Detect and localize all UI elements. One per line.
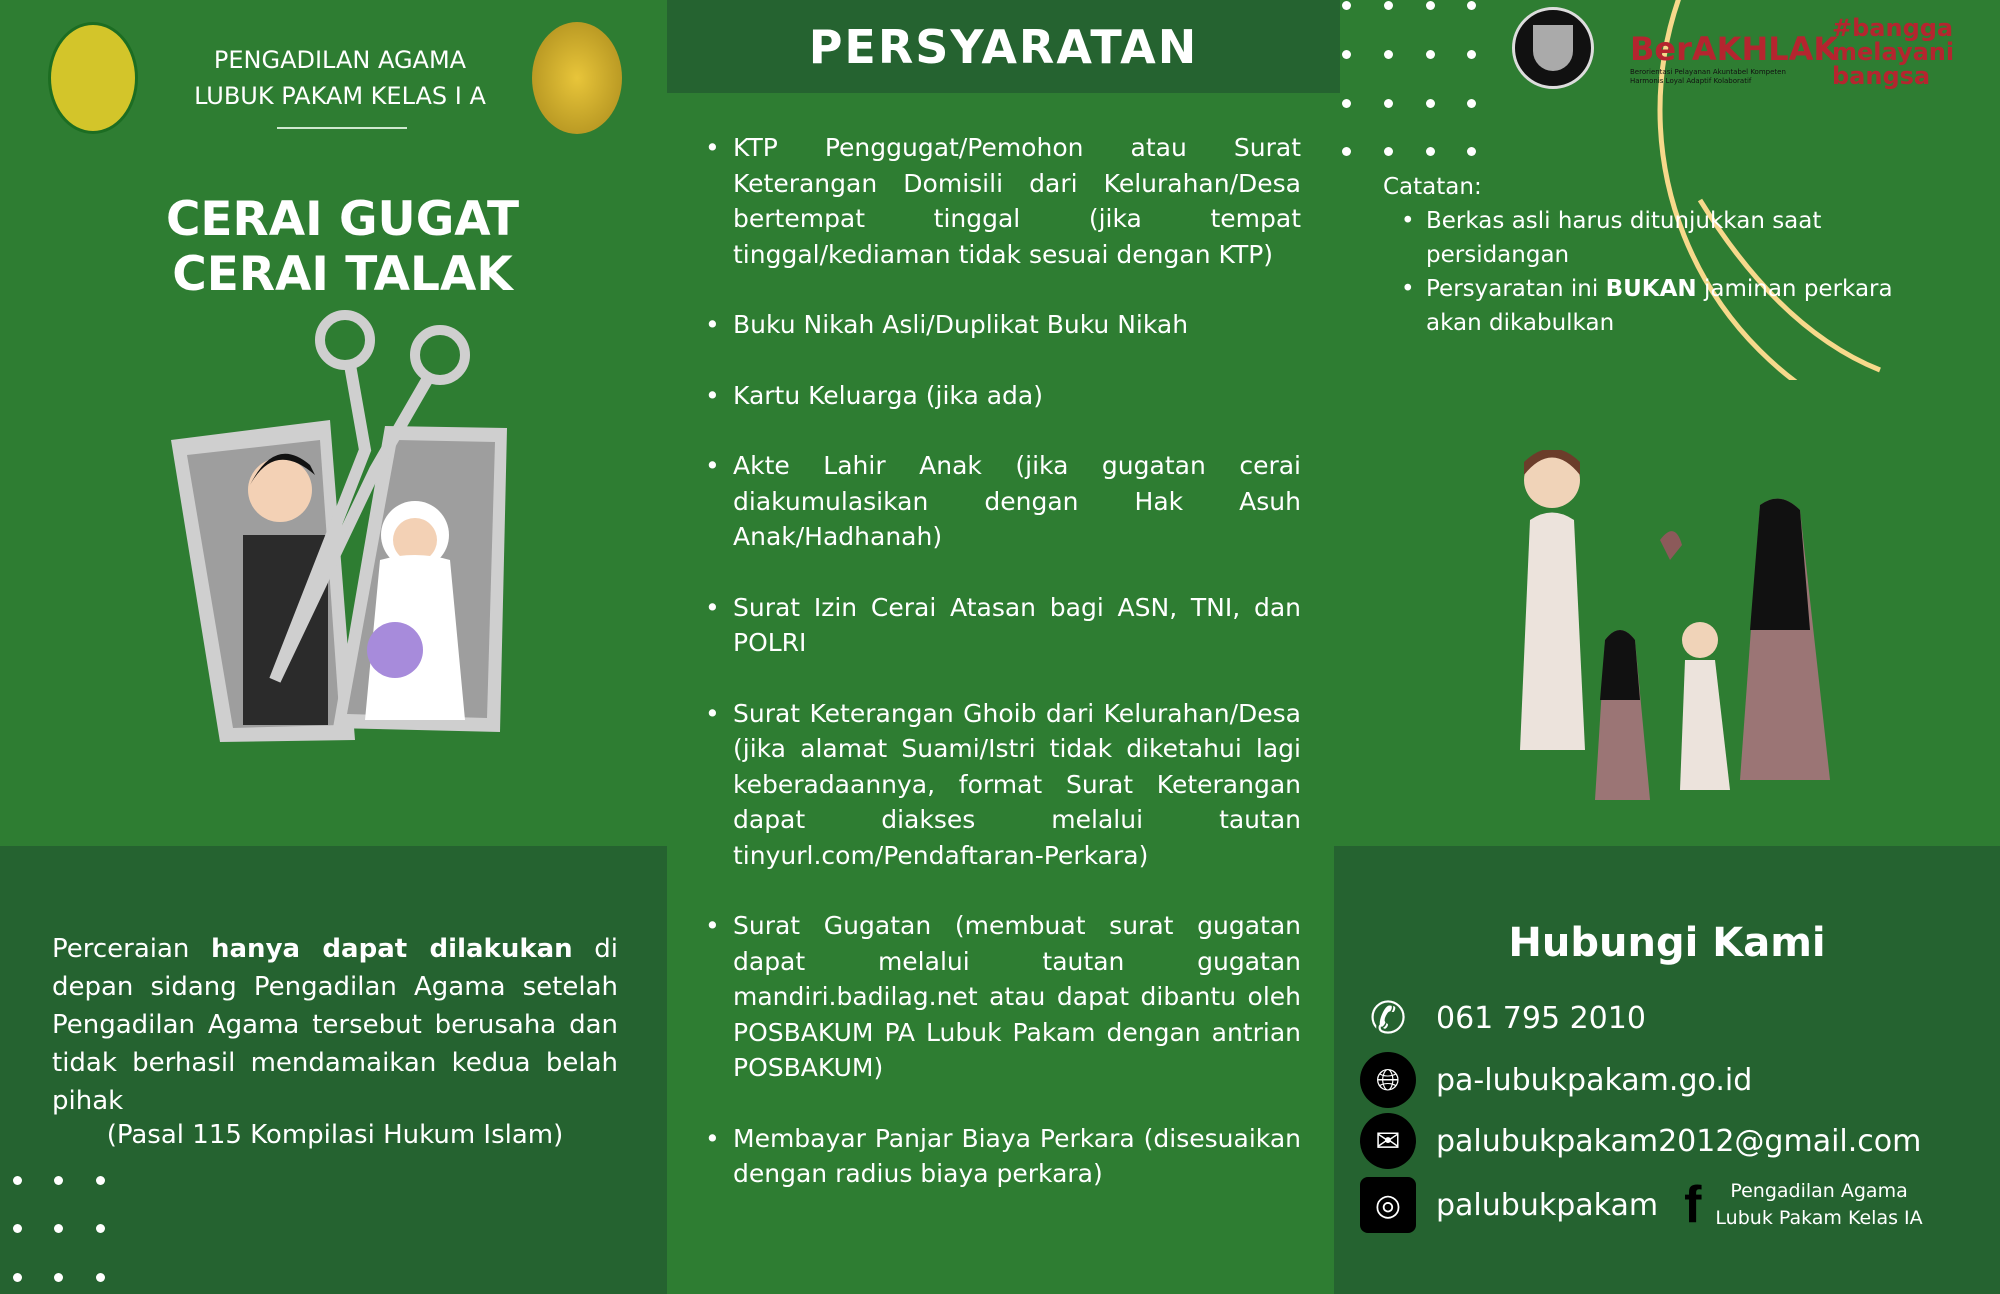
info-paragraph bbox=[52, 930, 618, 1120]
contact-phone bbox=[1360, 990, 1646, 1046]
notes bbox=[1383, 170, 1943, 340]
requirement-item: • Surat Izin Cerai Atasan bagi ASN, TNI, dan POLRI bbox=[705, 590, 1301, 661]
instagram-icon: ◎ bbox=[1360, 1177, 1416, 1233]
court-name-line1: PENGADILAN AGAMA bbox=[213, 46, 467, 74]
berakhlak-logo bbox=[1630, 30, 1838, 86]
title-line1: CERAI GUGAT bbox=[165, 192, 520, 247]
citation: (Pasal 115 Kompilasi Hukum Islam) bbox=[106, 1120, 564, 1150]
notes-label: Catatan: bbox=[1383, 174, 1482, 200]
requirement-item: • Membayar Panjar Biaya Perkara (disesuaikan dengan radius biaya perkara) bbox=[705, 1121, 1301, 1192]
family-illustration bbox=[1510, 450, 1850, 810]
berakhlak-subtitle: Berorientasi Pelayanan Akuntabel Kompeten Harmonis Loyal Adaptif Kolaboratif bbox=[1630, 68, 1786, 85]
info-bold: hanya dapat dilakukan bbox=[211, 934, 573, 964]
note-item bbox=[1401, 272, 1943, 340]
berakhlak-text: BerAKHLAK bbox=[1630, 30, 1839, 68]
facebook-page[interactable] bbox=[1715, 1178, 1922, 1232]
contact-instagram bbox=[1360, 1175, 1923, 1235]
facebook-line2: Lubuk Pakam Kelas IA bbox=[1715, 1207, 1923, 1229]
info-text: Perceraian bbox=[52, 934, 211, 964]
facebook-icon: f bbox=[1684, 1176, 1702, 1234]
website-link[interactable]: pa-lubukpakam.go.id bbox=[1436, 1062, 1753, 1098]
contact-website bbox=[1360, 1052, 1752, 1108]
requirement-item: • Akte Lahir Anak (jika gugatan cerai diakumulasikan dengan Hak Asuh Anak/Hadhanah) bbox=[705, 448, 1301, 555]
phone-number: 061 795 2010 bbox=[1436, 1000, 1646, 1036]
contact-email bbox=[1360, 1113, 1921, 1169]
note-bold: BUKAN bbox=[1605, 276, 1697, 302]
court-name-line2: LUBUK PAKAM KELAS I A bbox=[194, 82, 486, 110]
requirement-item: • KTP Penggugat/Pemohon atau Surat Keterangan Domisili dari Kelurahan/Desa bertempat tinggal (jika tempat tinggal/kediaman tidak sesuai dengan KTP) bbox=[705, 130, 1301, 272]
divorce-photo-illustration bbox=[165, 310, 525, 750]
instagram-handle[interactable]: palubukpakam bbox=[1436, 1187, 1659, 1223]
globe-icon: 🌐︎ bbox=[1360, 1052, 1416, 1108]
requirements-heading: PERSYARATAN bbox=[667, 0, 1340, 93]
requirement-item: • Surat Gugatan (membuat surat gugatan dapat melalui tautan gugatan mandiri.badilag.net atau dapat dibantu oleh POSBAKUM PA Lubuk Pakam dengan antrian POSBAKUM) bbox=[705, 908, 1301, 1086]
court-seal-right bbox=[532, 22, 622, 134]
zona-integritas-logo bbox=[1512, 7, 1594, 89]
requirements-list bbox=[705, 130, 1301, 1227]
note-text: jaminan perkara akan dikabulkan bbox=[1426, 276, 1893, 336]
requirement-item: • Buku Nikah Asli/Duplikat Buku Nikah bbox=[705, 307, 1301, 343]
facebook-line1: Pengadilan Agama bbox=[1730, 1180, 1908, 1202]
court-name bbox=[160, 42, 520, 114]
page-title bbox=[100, 192, 585, 302]
bangga-melayani-logo: #bangga melayani bangsa bbox=[1832, 14, 1955, 90]
requirement-item: • Kartu Keluarga (jika ada) bbox=[705, 378, 1301, 414]
phone-icon: ✆ bbox=[1369, 992, 1407, 1044]
mail-icon: ✉ bbox=[1360, 1113, 1416, 1169]
note-text: Persyaratan ini bbox=[1426, 276, 1606, 302]
info-text: di depan sidang Pengadilan Agama setelah Pengadilan Agama tersebut berusaha dan tidak berhasil mendamaikan kedua belah pihak bbox=[52, 934, 618, 1116]
contact-heading: Hubungi Kami bbox=[1508, 920, 1826, 966]
email-link[interactable]: palubukpakam2012@gmail.com bbox=[1436, 1123, 1922, 1159]
requirement-item: • Surat Keterangan Ghoib dari Kelurahan/Desa (jika alamat Suami/Istri tidak diketahui lagi keberadaannya, format Surat Keterangan dapat diakses melalui tautan tinyurl.com/Pendaftaran-Perkara) bbox=[705, 696, 1301, 874]
court-seal-left bbox=[48, 22, 138, 134]
divider bbox=[277, 127, 407, 129]
title-line2: CERAI TALAK bbox=[172, 247, 513, 302]
note-item: • Berkas asli harus ditunjukkan saat persidangan bbox=[1401, 204, 1943, 272]
